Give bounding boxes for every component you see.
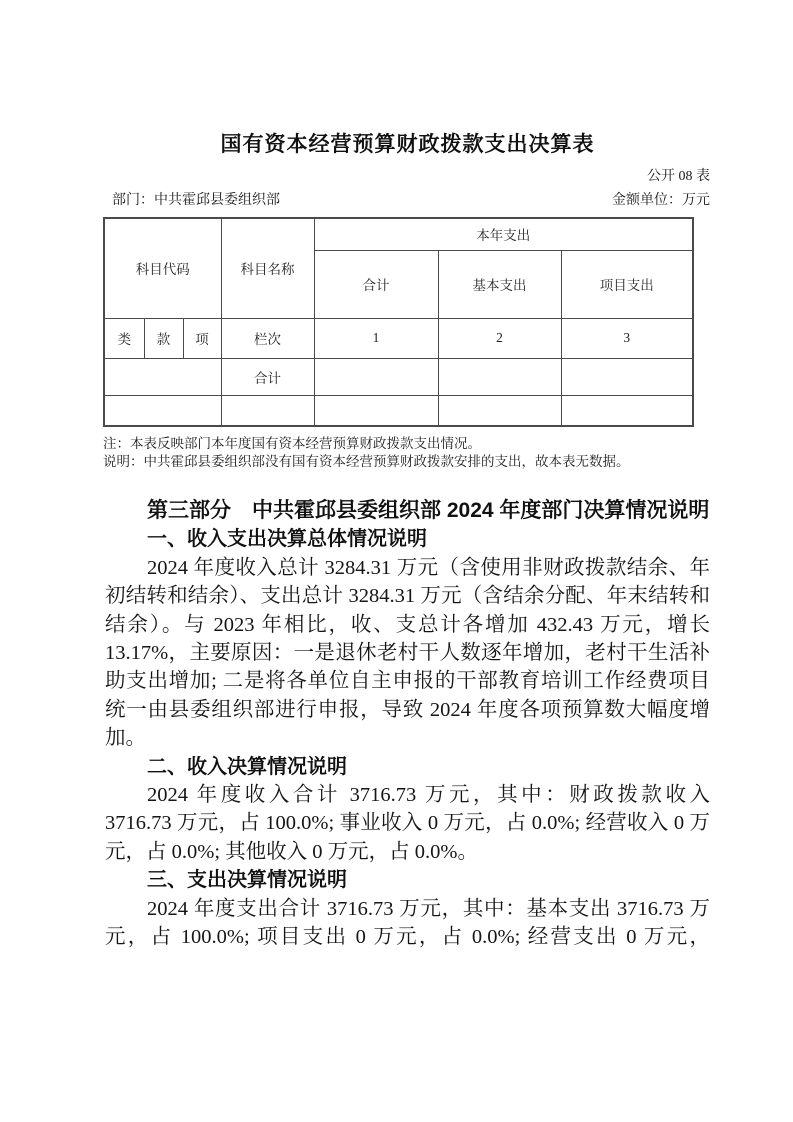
cell-total-empty — [314, 395, 438, 426]
index-section: 款 — [144, 318, 183, 358]
cell-basic-empty — [438, 395, 561, 426]
table-note-2: 说明：中共霍邱县委组织部没有国有资本经营预算财政拨款安排的支出，故本表无数据。 — [103, 454, 630, 469]
index-column-label: 栏次 — [221, 318, 314, 358]
cell-name-empty — [221, 395, 314, 426]
part3-section — [105, 497, 710, 952]
section-2-paragraph: 2024 年度收入合计 3716.73 万元，其中：财政拨款收入 3716.73 万元，占 100.0%; 事业收入 0 万元，占 0.0%; 经营收入 0 万元，占 0.0%; 其他收入 0 万元，占 0.0%。 — [105, 784, 710, 863]
table-meta-row — [105, 192, 710, 209]
cell-code-total — [104, 358, 221, 395]
header-basic-expenditure: 基本支出 — [438, 250, 561, 318]
cell-total-value — [314, 358, 438, 395]
header-subject-name: 科目名称 — [221, 218, 314, 318]
department-label: 部门：中共霍邱县委组织部 — [112, 193, 280, 208]
cell-name-total: 合计 — [221, 358, 314, 395]
public-table-number: 公开 08 表 — [647, 169, 710, 184]
cell-code-empty — [104, 395, 221, 426]
cell-project-value — [561, 358, 693, 395]
table-index-row — [104, 318, 693, 358]
amount-unit-label: 金额单位：万元 — [612, 193, 710, 208]
table-header-row-1 — [104, 218, 693, 250]
section-1-heading: 一、收入支出决算总体情况说明 — [147, 528, 427, 551]
header-current-year-expenditure: 本年支出 — [314, 218, 693, 250]
index-item: 项 — [183, 318, 221, 358]
section-2-heading: 二、收入决算情况说明 — [147, 755, 347, 778]
page-title: 国有资本经营预算财政拨款支出决算表 — [220, 133, 595, 156]
header-project-expenditure: 项目支出 — [561, 250, 693, 318]
index-category: 类 — [104, 318, 144, 358]
section-3-heading: 三、支出决算情况说明 — [147, 869, 347, 892]
index-col-1: 1 — [314, 318, 438, 358]
header-subject-code: 科目代码 — [104, 218, 221, 318]
part3-heading: 第三部分 中共霍邱县委组织部 2024 年度部门决算情况说明 — [147, 499, 710, 522]
table-row-empty — [104, 395, 693, 426]
cell-basic-value — [438, 358, 561, 395]
section-3-paragraph: 2024 年度支出合计 3716.73 万元，其中：基本支出 3716.73 万元，占 100.0%; 项目支出 0 万元，占 0.0%; 经营支出 0 万元， — [105, 897, 710, 949]
section-1-paragraph: 2024 年度收入总计 3284.31 万元（含使用非财政拨款结余、年初结转和结余）、支出总计 3284.31 万元（含结余分配、年末结转和结余）。与 2023 年相比，收、支总计各增加 432.43 万元，增长 13.17%，主要原因：一是退休老村干人数逐年增加，老村干生活补助支出增加; 二是将各单位自主申报的干部教育培训工作经费项目统一由县委组织部进行申报，导致 2024 年度各项预算数大幅度增加。 — [105, 556, 710, 750]
table-notes — [103, 435, 710, 471]
budget-expenditure-table — [103, 217, 694, 427]
index-col-3: 3 — [561, 318, 693, 358]
table-note-1: 注：本表反映部门本年度国有资本经营预算财政拨款支出情况。 — [103, 436, 481, 451]
table-row-total — [104, 358, 693, 395]
cell-project-empty — [561, 395, 693, 426]
header-total: 合计 — [314, 250, 438, 318]
index-col-2: 2 — [438, 318, 561, 358]
